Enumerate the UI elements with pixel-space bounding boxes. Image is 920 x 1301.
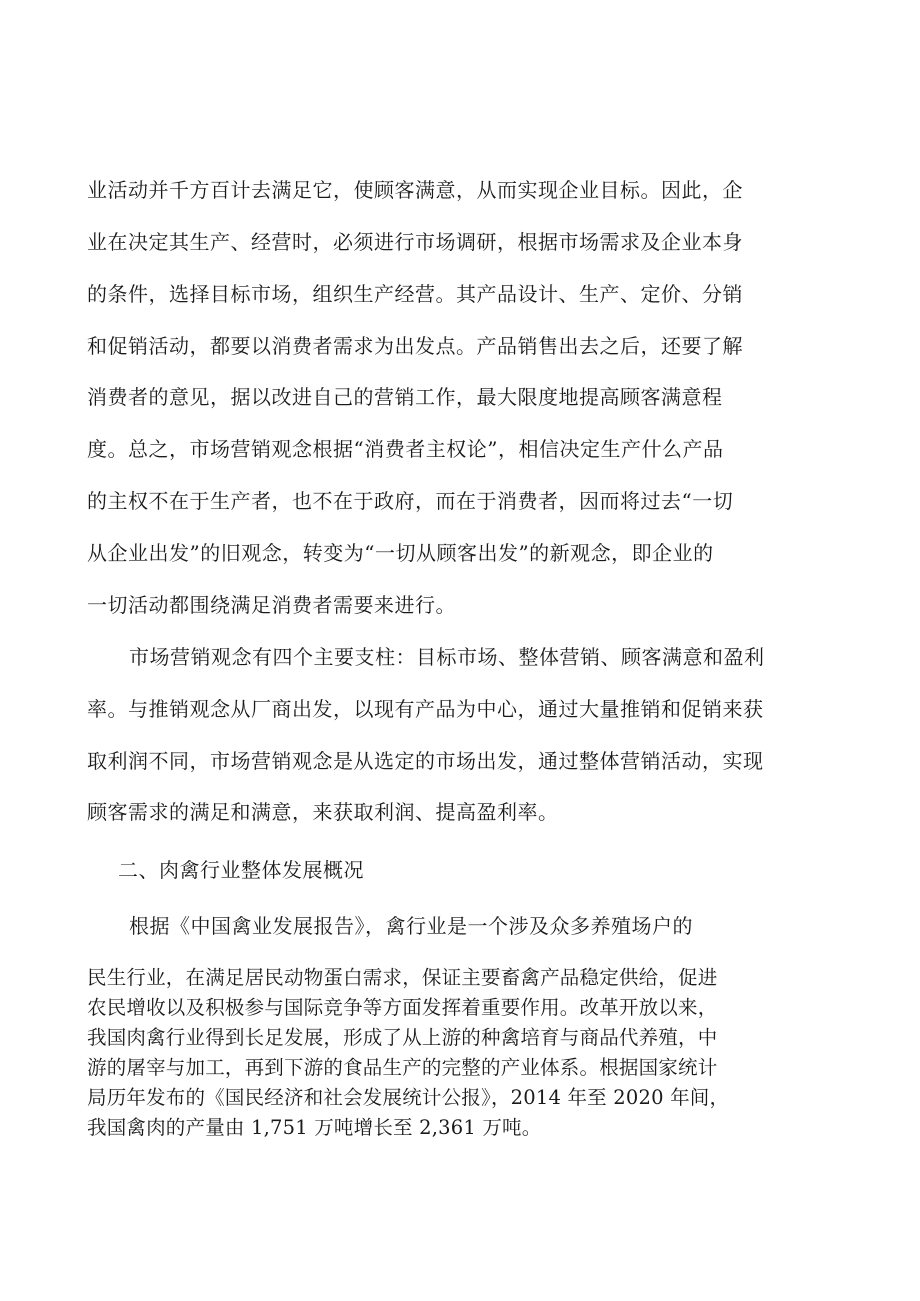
paragraph-line: 民生行业，在满足居民动物蛋白需求，保证主要畜禽产品稳定供给，促进 bbox=[87, 966, 718, 989]
paragraph-line: 农民增收以及积极参与国际竞争等方面发挥着重要作用。改革开放以来， bbox=[87, 996, 718, 1019]
paragraph-line: 局历年发布的《国民经济和社会发展统计公报》，2014 年至 2020 年间， bbox=[87, 1086, 730, 1109]
paragraph-line: 率。与推销观念从厂商出发，以现有产品为中心，通过大量推销和促销来获 bbox=[87, 697, 764, 721]
paragraph-line: 的条件，选择目标市场，组织生产经营。其产品设计、生产、定价、分销 bbox=[87, 282, 743, 306]
paragraph-line: 业活动并千方百计去满足它，使顾客满意，从而实现企业目标。因此，企 bbox=[87, 178, 743, 202]
paragraph-line: 市场营销观念有四个主要支柱：目标市场、整体营销、顾客满意和盈利 bbox=[129, 645, 765, 669]
paragraph-line: 的主权不在于生产者，也不在于政府，而在于消费者，因而将过去“一切 bbox=[87, 489, 734, 513]
paragraph-line: 从企业出发”的旧观念，转变为“一切从顾客出发”的新观念，即企业的 bbox=[87, 541, 714, 565]
paragraph-line: 消费者的意见，据以改进自己的营销工作，最大限度地提高顾客满意程 bbox=[87, 385, 723, 409]
paragraph-line: 度。总之，市场营销观念根据“消费者主权论”，相信决定生产什么产品 bbox=[87, 437, 724, 461]
section-heading: 二、肉禽行业整体发展概况 bbox=[118, 858, 364, 882]
paragraph-line: 取利润不同，市场营销观念是从选定的市场出发，通过整体营销活动，实现 bbox=[87, 749, 764, 773]
paragraph-line: 和促销活动，都要以消费者需求为出发点。产品销售出去之后，还要了解 bbox=[87, 334, 743, 358]
paragraph-line: 我国肉禽行业得到长足发展，形成了从上游的种禽培育与商品代养殖，中 bbox=[87, 1026, 718, 1049]
paragraph-line: 根据《中国禽业发展报告》，禽行业是一个涉及众多养殖场户的 bbox=[129, 914, 693, 938]
paragraph-line: 一切活动都围绕满足消费者需要来进行。 bbox=[87, 593, 456, 617]
paragraph-line: 我国禽肉的产量由 1,751 万吨增长至 2,361 万吨。 bbox=[87, 1116, 542, 1139]
paragraph-line: 业在决定其生产、经营时，必须进行市场调研，根据市场需求及企业本身 bbox=[87, 230, 743, 254]
paragraph-line: 顾客需求的满足和满意，来获取利润、提高盈利率。 bbox=[87, 800, 559, 824]
paragraph-line: 游的屠宰与加工，再到下游的食品生产的完整的产业体系。根据国家统计 bbox=[87, 1056, 718, 1079]
